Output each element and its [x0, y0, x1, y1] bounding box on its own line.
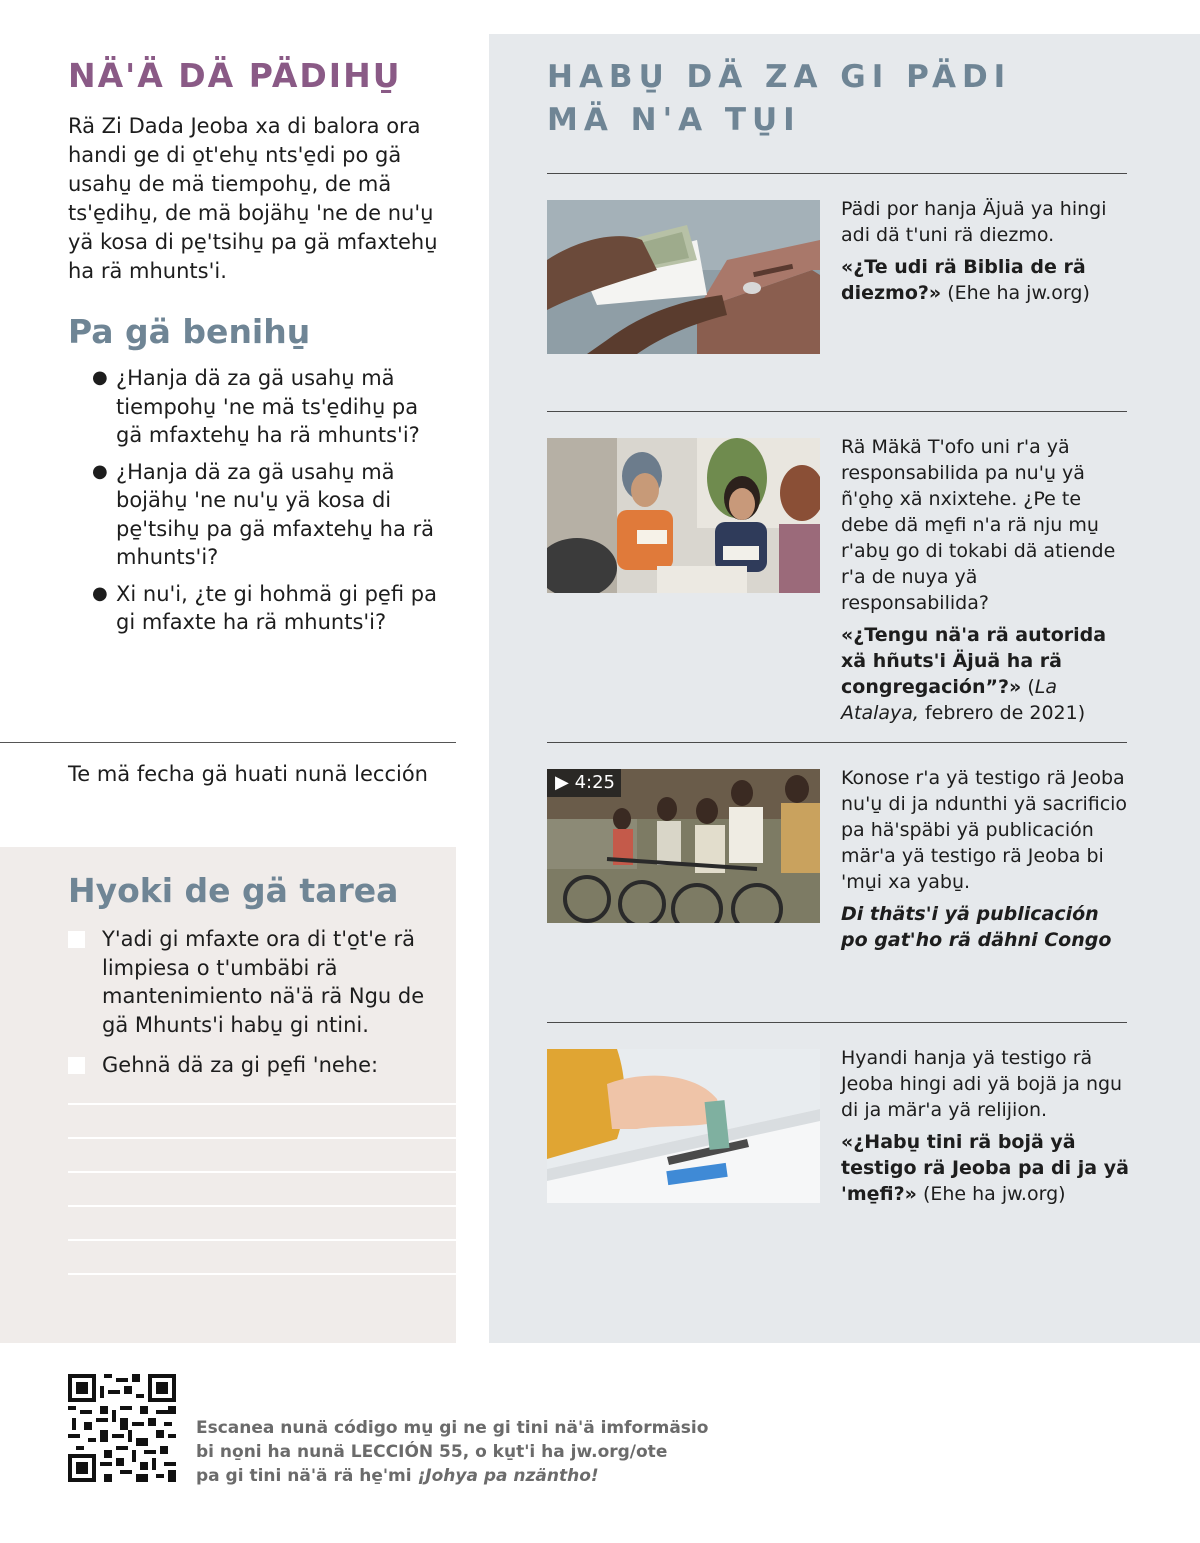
- explore-entry: [841, 765, 1131, 953]
- list-item: [92, 364, 448, 450]
- question-text: ¿Hanja dä za gä usahu̱ mä bojähu̱ 'ne nu'u̱ yä kosa di pe̱'tsihu̱ pa gä mfaxtehu̱ ha rä mhunts'i?: [116, 459, 435, 569]
- donation-box-image[interactable]: [547, 1049, 820, 1203]
- footer-line: pa gi tini nä'ä rä he̱'mi: [196, 1466, 418, 1486]
- entry-description: Konose r'a yä testigo rä Jeoba nu'u̱ di ja ndunthi yä sacrificio pa hä'späbi yä publicación mär'a yä testigo rä Jeoba bi 'mu̱i xa yabu̱.: [841, 767, 1128, 893]
- list-item: [92, 580, 448, 637]
- entry-link-title[interactable]: «¿Te udi rä Biblia de rä diezmo?»: [841, 256, 1086, 304]
- explore-entry: [841, 1045, 1131, 1207]
- task-heading: Hyoki de gä tarea: [68, 871, 399, 910]
- entry-link[interactable]: [841, 1129, 1131, 1207]
- video-duration-badge[interactable]: [547, 769, 621, 797]
- explore-heading-line: HABU̱ DÄ ZA GI PÄDI: [547, 59, 1012, 95]
- summary-heading: NÄ'Ä DÄ PÄDIHU̱: [68, 56, 402, 95]
- summary-text: Rä Zi Dada Jeoba xa di balora ora handi ge di o̱t'ehu̱ nts'e̱di po gä usahu̱ de mä tiempohu̱, de mä ts'e̱dihu̱, de mä bojähu̱ 'ne de nu'u̱ yä kosa di pe̱'tsihu̱ pa gä mfaxtehu̱ ha rä mhunts'i.: [68, 114, 438, 283]
- bullet-icon: ●: [92, 367, 108, 388]
- entry-link-source: La Atalaya,: [841, 676, 1057, 724]
- entry-link-title[interactable]: Di thäts'i yä publicación po gat'ho rä dähni Congo: [841, 903, 1112, 951]
- entry-link-source: (: [1027, 676, 1035, 698]
- divider: [547, 411, 1127, 412]
- writing-line[interactable]: [68, 1103, 456, 1105]
- task-item[interactable]: [68, 1051, 448, 1080]
- writing-line[interactable]: [68, 1273, 456, 1275]
- footer-line: Escanea nunä código mu̱ gi ne gi tini nä'ä imformäsio: [196, 1418, 709, 1438]
- task-box: [0, 847, 456, 1343]
- entry-description: Rä Mäkä T'ofo uni r'a yä responsabilida pa nu'u̱ yä ñ'o̱ho̱ xä nxixtehe. ¿Pe te debe dä me̱fi n'a rä nju mu̱ r'abu̱ go di tokabi dä atiende r'a de nuya yä responsabilida?: [841, 436, 1116, 614]
- entry-link-title[interactable]: «¿Habu̱ tini rä bojä yä testigo rä Jeoba pa di ja yä 'me̱fi?»: [841, 1131, 1129, 1205]
- entry-link-source: febrero de 2021): [918, 702, 1086, 724]
- explore-entry: [841, 434, 1131, 726]
- question-text: ¿Hanja dä za gä usahu̱ mä tiempohu̱ 'ne mä ts'e̱dihu̱ pa gä mfaxtehu̱ ha rä mhunts'i?: [116, 366, 420, 447]
- explore-heading-line: MÄ N'A TU̱I: [547, 102, 801, 138]
- bullet-icon: ●: [92, 460, 108, 482]
- divider: [547, 1022, 1127, 1023]
- footer-text: [196, 1416, 716, 1488]
- qr-code[interactable]: [68, 1374, 176, 1482]
- task-item-text: Y'adi gi mfaxte ora di t'o̱t'e rä limpiesa o t'umbäbi rä mantenimiento nä'ä rä Ngu de gä Mhunts'i habu̱ gi ntini.: [102, 927, 425, 1037]
- explore-panel: [489, 34, 1200, 1343]
- entry-description: Hyandi hanja yä testigo rä Jeoba hingi adi yä bojä ja ngu di ja mär'a yä relijion.: [841, 1047, 1123, 1121]
- money-envelope-image[interactable]: [547, 200, 820, 354]
- bible-study-image[interactable]: [547, 438, 820, 593]
- task-item-text: Gehnä dä za gi pe̱fi 'nehe:: [102, 1053, 379, 1077]
- entry-description: Pädi por hanja Äjuä ya hingi adi dä t'uni rä diezmo.: [841, 198, 1107, 246]
- footer-line: bi no̱ni ha nunä LECCIÓN 55, o ku̱t'i ha jw.org/ote: [196, 1442, 668, 1462]
- writing-line[interactable]: [68, 1239, 456, 1241]
- entry-link-title[interactable]: «¿Tengu nä'a rä autorida xä hñuts'i Äjuä ha rä congregación”?»: [841, 624, 1107, 698]
- entry-link[interactable]: [841, 901, 1131, 953]
- task-item[interactable]: [68, 925, 448, 1039]
- review-heading: Pa gä benihu̱: [68, 312, 311, 351]
- divider: [0, 742, 456, 743]
- question-text: Xi nu'i, ¿te gi hohmä gi pe̱fi pa gi mfaxte ha rä mhunts'i?: [116, 581, 437, 634]
- bicycles-video-thumbnail[interactable]: [547, 769, 820, 923]
- writing-line[interactable]: [68, 1171, 456, 1173]
- checkbox[interactable]: [68, 1057, 85, 1074]
- entry-link[interactable]: [841, 254, 1131, 306]
- explore-entry: [841, 196, 1131, 306]
- divider: [547, 173, 1127, 174]
- review-questions: [92, 364, 448, 645]
- entry-link-source: (Ehe ha jw.org): [947, 282, 1090, 304]
- date-label: Te mä fecha gä huati nunä lección: [68, 762, 428, 786]
- writing-line[interactable]: [68, 1137, 456, 1139]
- video-duration: 4:25: [574, 772, 615, 793]
- list-item: [92, 458, 448, 572]
- bullet-icon: ●: [92, 582, 108, 604]
- footer-line: ¡Johya pa nzäntho!: [417, 1466, 599, 1486]
- entry-link-source: (Ehe ha jw.org): [922, 1183, 1066, 1205]
- play-icon: ▶: [555, 772, 569, 793]
- checkbox[interactable]: [68, 931, 85, 948]
- explore-heading: [547, 56, 1147, 142]
- divider: [547, 742, 1127, 743]
- writing-line[interactable]: [68, 1205, 456, 1207]
- entry-link[interactable]: [841, 622, 1131, 726]
